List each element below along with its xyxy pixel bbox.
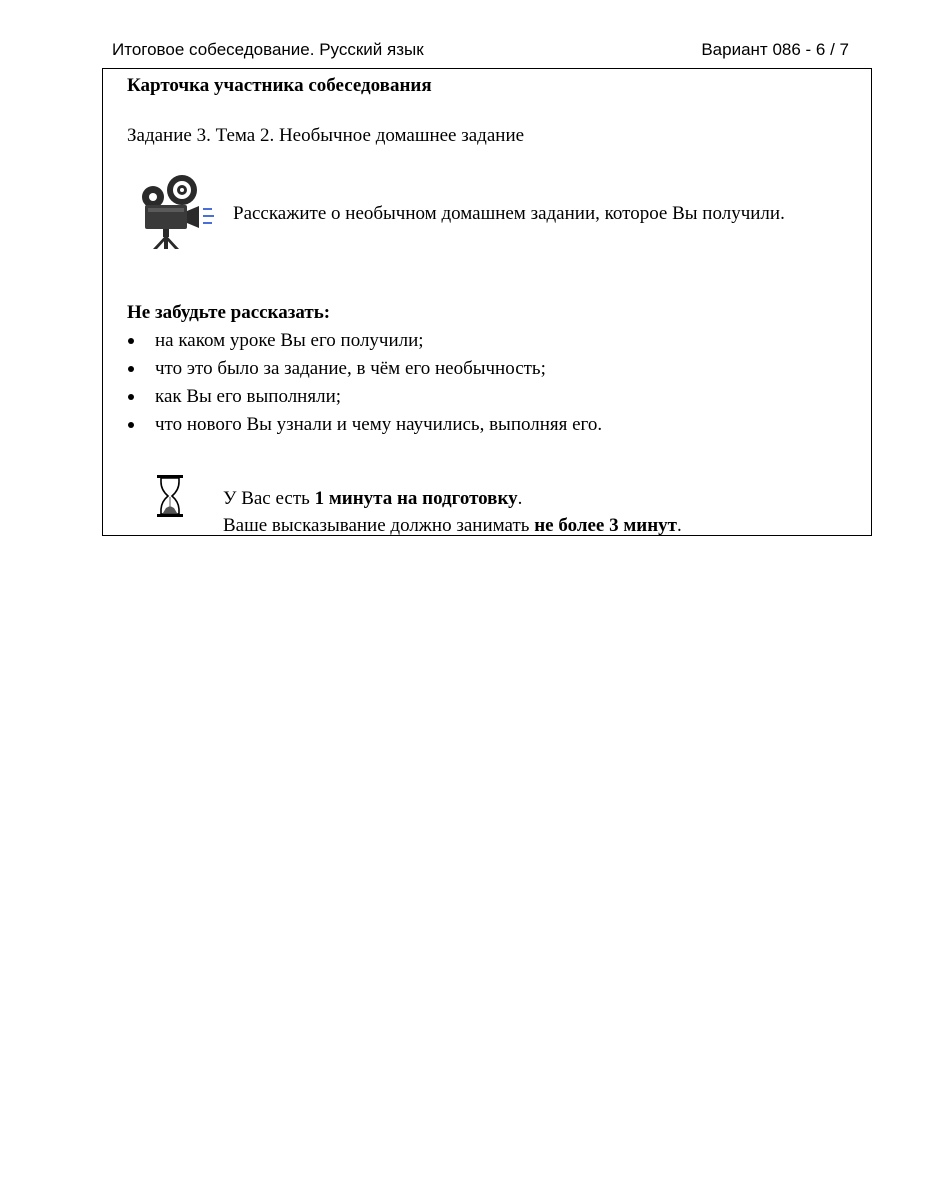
reminder-heading: Не забудьте рассказать: xyxy=(127,302,331,323)
task-heading: Задание 3. Тема 2. Необычное домашнее задание xyxy=(127,125,525,146)
task-prompt: Расскажите о необычном домашнем задании, которое Вы получили. xyxy=(233,203,785,224)
prep-time-line: У Вас есть 1 минута на подготовку. xyxy=(223,488,523,509)
list-item: как Вы его выполняли; xyxy=(127,383,602,411)
bullet-icon xyxy=(128,366,134,372)
participant-card xyxy=(102,68,872,536)
page-header xyxy=(112,40,849,64)
reminder-list xyxy=(127,327,602,439)
card-title: Карточка участника собеседования xyxy=(127,75,432,96)
variant-page-number: Вариант 086 - 6 / 7 xyxy=(701,40,849,59)
list-item: что это было за задание, в чём его необычность; xyxy=(127,355,602,383)
hourglass-icon xyxy=(153,473,187,519)
film-projector-icon xyxy=(133,173,217,251)
list-item: на каком уроке Вы его получили; xyxy=(127,327,602,355)
time-instructions xyxy=(223,485,682,539)
bullet-icon xyxy=(128,422,134,428)
list-item: что нового Вы узнали и чему научились, выполняя его. xyxy=(127,411,602,439)
answer-limit-line: Ваше высказывание должно занимать не более 3 минут. xyxy=(223,515,682,536)
bullet-icon xyxy=(128,394,134,400)
exam-title: Итоговое собеседование. Русский язык xyxy=(112,40,424,59)
bullet-icon xyxy=(128,338,134,344)
